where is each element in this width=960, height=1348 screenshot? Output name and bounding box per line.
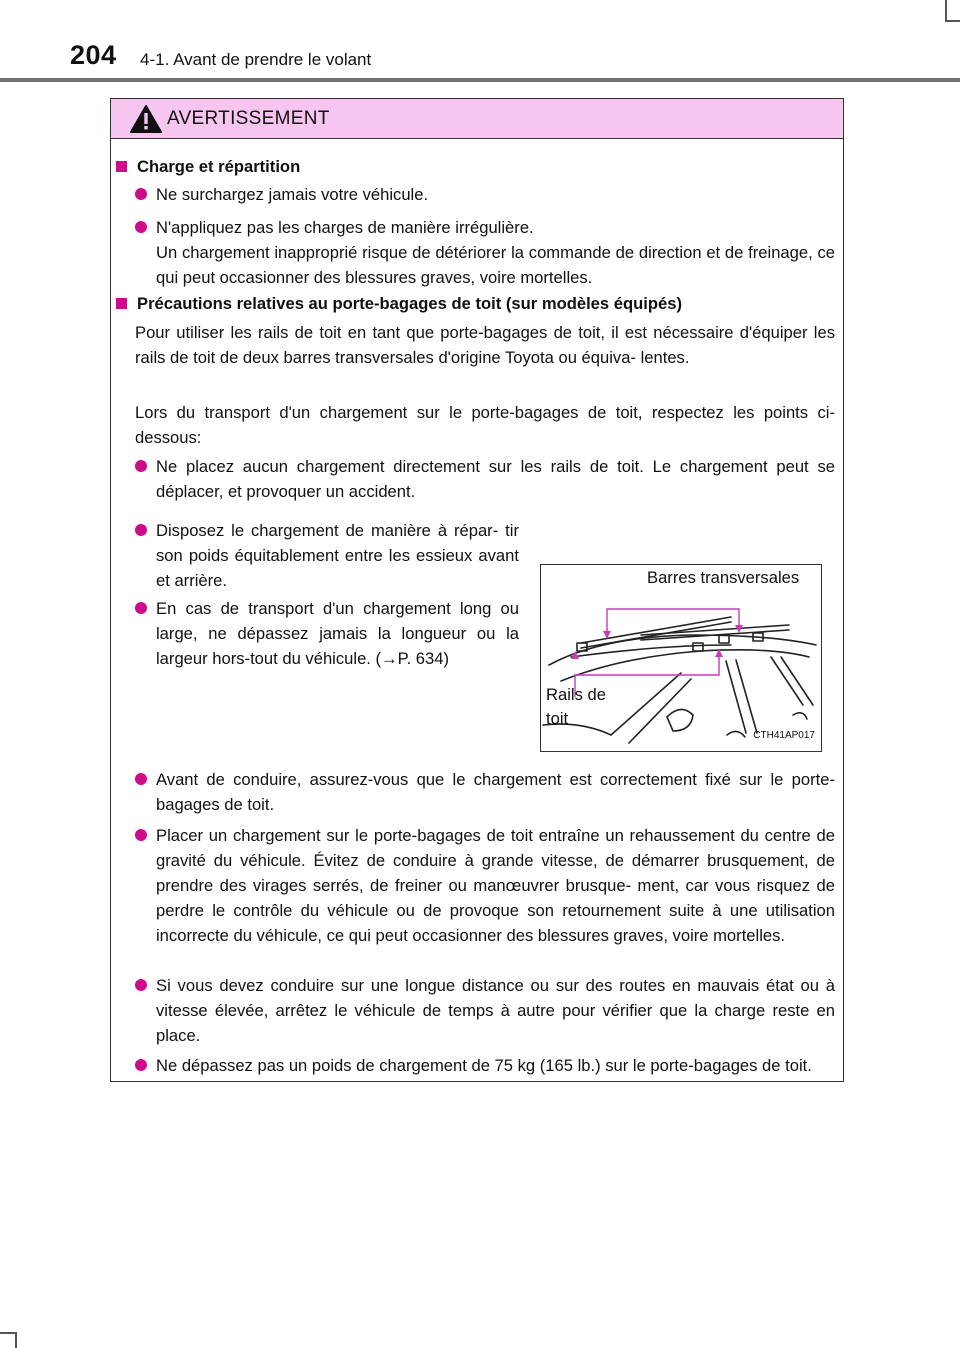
bullet-icon	[135, 979, 147, 991]
item-text: Disposez le chargement de manière à répar- tir son poids équitablement entre les essieux avant et arrière.	[156, 521, 519, 590]
paragraph: Lors du transport d'un chargement sur le porte-bagages de toit, respectez les points ci-dessous:	[135, 403, 835, 447]
bullet-icon	[135, 221, 147, 233]
roof-rails-label	[546, 683, 606, 731]
list-item	[135, 182, 835, 207]
list-item	[135, 1053, 835, 1078]
crop-mark	[945, 20, 960, 22]
warning-header	[111, 99, 843, 139]
list-item	[135, 454, 835, 504]
section-heading	[116, 291, 682, 316]
item-text: Ne dépassez pas un poids de chargement de 75 kg (165 lb.) sur le porte-bagages de toit.	[156, 1056, 812, 1075]
crop-mark	[15, 1332, 17, 1348]
square-bullet-icon	[116, 161, 127, 172]
item-line: Un chargement inapproprié risque de détériorer la commande de direction et de freinage, ce qui peut occasionner des blessures graves, voire mortelles.	[156, 243, 835, 287]
item-text: Si vous devez conduire sur une longue distance ou sur des routes en mauvais état ou à vitesse élevée, arrêtez le véhicule de temps à autre pour vérifier que la charge reste en place.	[156, 976, 835, 1045]
paragraph: Pour utiliser les rails de toit en tant que porte-bagages de toit, il est nécessaire d'équiper les rails de toit de deux barres transversales d'origine Toyota ou équiva- lentes.	[135, 323, 835, 367]
figure-code: CTH41AP017	[753, 730, 815, 741]
list-item	[135, 596, 519, 671]
item-text	[156, 215, 835, 290]
list-item	[135, 215, 835, 290]
item-text: Ne surchargez jamais votre véhicule.	[156, 185, 429, 204]
section-title: 4-1. Avant de prendre le volant	[140, 50, 372, 69]
warning-title: AVERTISSEMENT	[167, 107, 330, 129]
item-line: N'appliquez pas les charges de manière irrégulière.	[156, 218, 534, 237]
section-heading	[116, 154, 300, 179]
item-text: Placer un chargement sur le porte-bagages de toit entraîne un rehaussement du centre de gravité du véhicule. Évitez de conduire à grande vitesse, de démarrer brusquement, de prendre des virages serrés, de freiner ou manœuvrer brusque- ment, car vous risquez de perdre le contrôle du véhicule ou de provoque son retournement suite à une utilisation incorrecte du véhicule, ce qui peut occasionner des blessures graves, voire mortelles.	[156, 826, 835, 945]
square-bullet-icon	[116, 298, 127, 309]
heading-text: Charge et répartition	[137, 157, 301, 176]
bullet-icon	[135, 188, 147, 200]
list-item	[135, 518, 519, 593]
bullet-icon	[135, 460, 147, 472]
list-item	[135, 823, 835, 948]
item-text: Avant de conduire, assurez-vous que le chargement est correctement fixé sur le porte-bagages de toit.	[156, 770, 835, 814]
crop-mark	[945, 0, 947, 20]
page-number: 204	[70, 40, 117, 70]
item-text: En cas de transport d'un chargement long ou large, ne dépassez jamais la longueur ou la largeur hors-tout du véhicule. (→P. 634)	[156, 599, 519, 668]
bullet-icon	[135, 773, 147, 785]
warning-triangle-icon	[129, 104, 163, 134]
item-text: Ne placez aucun chargement directement sur les rails de toit. Le chargement peut se déplacer, et provoquer un accident.	[156, 457, 835, 501]
roof-rails-label-line: Rails de	[546, 685, 606, 704]
bullet-icon	[135, 1059, 147, 1071]
list-item	[135, 767, 835, 817]
bullet-icon	[135, 524, 147, 536]
list-item	[135, 973, 835, 1048]
warning-box	[110, 98, 844, 1082]
bullet-icon	[135, 602, 147, 614]
heading-text: Précautions relatives au porte-bagages de toit (sur modèles équipés)	[137, 294, 682, 313]
header-rule	[0, 78, 960, 82]
bullet-icon	[135, 829, 147, 841]
roof-rack-figure	[540, 564, 822, 752]
crop-mark	[0, 1332, 15, 1334]
crossbars-label: Barres transversales	[647, 568, 800, 587]
roof-rails-label-line: toit	[546, 709, 569, 728]
